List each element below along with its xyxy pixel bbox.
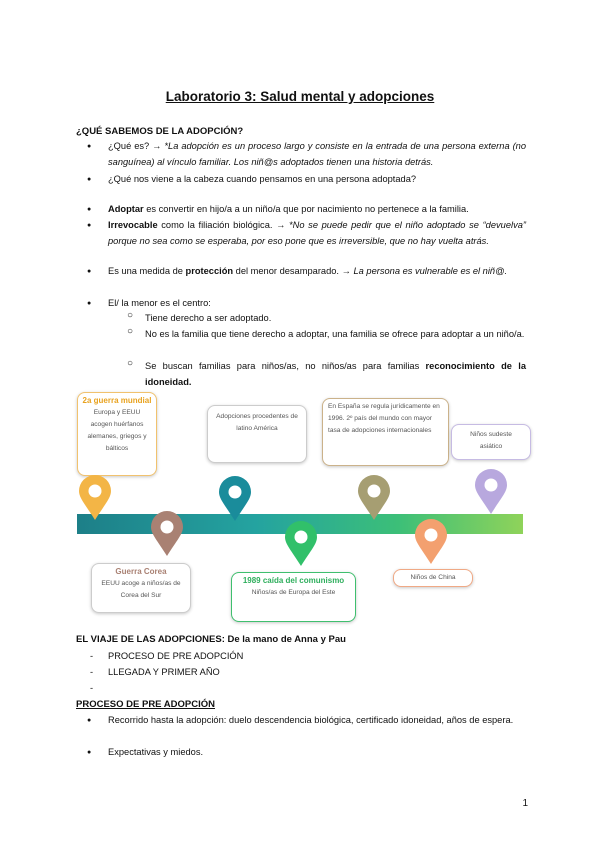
sub-bullet-derecho: Tiene derecho a ser adoptado. — [145, 313, 272, 323]
event-box-corea: Guerra Corea EEUU acoge a niños/as de Corea del Sur — [91, 563, 191, 613]
sub-bullet-familia: No es la familia que tiene derecho a adoptar, una familia se ofrece para adoptar a un niño/a. — [145, 329, 525, 339]
sub-bullet-circle: ○ — [127, 358, 134, 369]
event-box-ww2: 2a guerra mundial Europa y EEUU acogen huérfanos alemanes, griegos y bálticos — [77, 392, 157, 476]
page-title: Laboratorio 3: Salud mental y adopciones — [165, 89, 435, 104]
list-dash: - — [90, 667, 94, 677]
page-number: 1 — [522, 798, 528, 809]
map-pin-icon — [356, 473, 392, 521]
bullet-irrevocable: Irrevocable como la filiación biológica. → *No se puede pedir que el niño adoptado se “devuelva” porque no sea como se esperaba, por eso pone que es irreversible, que no hay vuelta atrás. — [108, 220, 526, 246]
list-item-llegada: LLEGADA Y PRIMER AÑO — [108, 667, 220, 677]
map-pin-icon — [217, 474, 253, 522]
list-dash: - — [90, 651, 94, 661]
bullet-medida: Es una medida de protección del menor desamparado. → La persona es vulnerable es el niñ@. — [108, 266, 508, 276]
bullet-pregunta: ¿Qué nos viene a la cabeza cuando pensamos en una persona adoptada? — [108, 174, 417, 184]
event-box-china: Niños de China — [393, 569, 473, 587]
list-dash: - — [90, 683, 94, 693]
bullet-dot: ● — [87, 300, 92, 307]
sub-bullet-circle: ○ — [127, 326, 134, 337]
map-pin-icon — [473, 467, 509, 515]
bullet-centro: El/ la menor es el centro: — [108, 298, 211, 308]
section-heading-viaje: EL VIAJE DE LAS ADOPCIONES: De la mano de Anna y Pau — [76, 634, 346, 645]
event-box-espana: En España se regula jurídicamente en 1996. 2º país del mundo con mayor tasa de adopciones internacionales — [322, 398, 449, 466]
event-box-comunismo: 1989 caída del comunismo Niños/as de Europa del Este — [231, 572, 356, 622]
bullet-dot: ● — [87, 222, 92, 229]
section-heading-preadopcion: PROCESO DE PRE ADOPCIÓN — [76, 699, 216, 710]
bullet-dot: ● — [87, 176, 92, 183]
sub-bullet-idoneidad: Se buscan familias para niños/as, no niños/as para familias reconocimiento de la idoneidad. — [145, 361, 526, 387]
list-item-preadopcion: PROCESO DE PRE ADOPCIÓN — [108, 651, 244, 661]
bullet-recorrido: Recorrido hasta la adopción: duelo descendencia biológica, certificado idoneidad, años de espera. — [108, 715, 514, 725]
bullet-dot: ● — [87, 143, 92, 150]
bullet-dot: ● — [87, 206, 92, 213]
event-box-latino: Adopciones procedentes de latino América — [207, 405, 307, 463]
event-box-asia: Niños sudeste asiático — [451, 424, 531, 460]
bullet-que-es: ¿Qué es? → *La adopción es un proceso largo y consiste en la entrada de una persona externa (no sanguínea) al vínculo familiar. Los niñ@s adoptados tienen una historia detrás. — [108, 141, 527, 167]
bullet-adoptar: Adoptar es convertir en hijo/a a un niño/a que por nacimiento no pertenece a la familia. — [108, 204, 469, 214]
map-pin-icon — [149, 509, 185, 557]
map-pin-icon — [283, 519, 319, 567]
map-pin-icon — [413, 517, 449, 565]
bullet-dot: ● — [87, 717, 92, 724]
sub-bullet-circle: ○ — [127, 310, 134, 321]
bullet-expectativas: Expectativas y miedos. — [108, 747, 204, 757]
bullet-dot: ● — [87, 749, 92, 756]
map-pin-icon — [77, 473, 113, 521]
bullet-dot: ● — [87, 268, 92, 275]
section-heading-adopcion: ¿QUÉ SABEMOS DE LA ADOPCIÓN? — [76, 126, 244, 137]
